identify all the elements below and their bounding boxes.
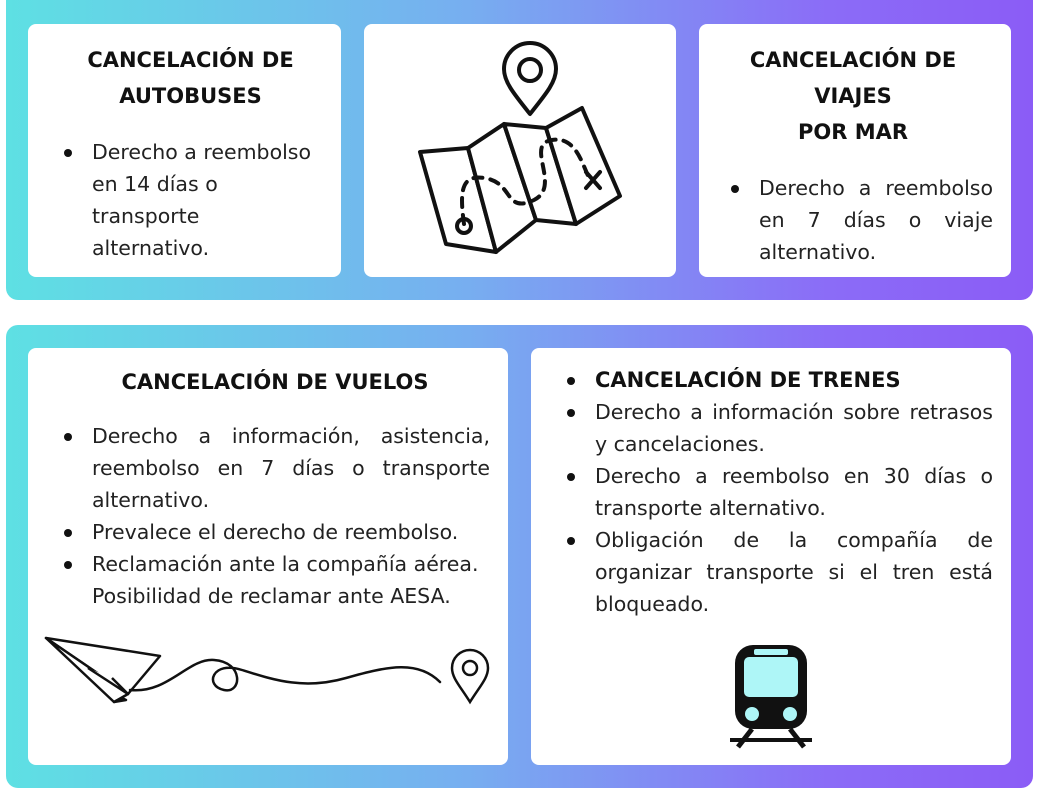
mar-list: [727, 172, 993, 268]
location-pin-icon: [452, 650, 488, 702]
mar-title: [713, 42, 993, 150]
list-item: Derecho a reembolso en 30 días o transporte alternativo.: [563, 460, 993, 524]
vuelos-title: CANCELACIÓN DE VUELOS: [121, 370, 429, 394]
paper-plane-icon: [46, 638, 160, 702]
trenes-title: CANCELACIÓN DE TRENES: [563, 364, 993, 396]
flight-illustration: [28, 630, 508, 740]
list-item: Derecho a reembolso en 7 días o viaje alternativo.: [727, 172, 993, 268]
card-autobuses: [28, 24, 341, 277]
list-item: Derecho a reembolso en 14 días o transporte alternativo.: [60, 136, 320, 264]
mar-title-line1: CANCELACIÓN DE VIAJES: [749, 48, 957, 108]
list-item: Derecho a información sobre retrasos y cancelaciones.: [563, 396, 993, 460]
list-item: Obligación de la compañía de organizar transporte si el tren está bloqueado.: [563, 524, 993, 620]
list-item: Derecho a información, asistencia, reembolso en 7 días o transporte alternativo.: [60, 420, 490, 516]
trenes-list: [563, 364, 993, 620]
map-icon: [364, 24, 676, 277]
card-vuelos: [28, 348, 508, 765]
card-mar: [699, 24, 1011, 277]
card-trenes: [531, 348, 1011, 765]
autobuses-title-line1: CANCELACIÓN DE: [87, 48, 294, 72]
train-icon: [726, 641, 816, 751]
vuelos-list: [60, 420, 490, 612]
autobuses-title-line2: AUTOBUSES: [119, 84, 262, 108]
list-item: Prevalece el derecho de reembolso.: [60, 516, 490, 548]
mar-title-line2: POR MAR: [797, 120, 909, 144]
list-item: Reclamación ante la compañía aérea. Posibilidad de reclamar ante AESA.: [60, 548, 490, 612]
autobuses-list: [60, 136, 320, 264]
autobuses-title: [60, 42, 321, 114]
card-map: [364, 24, 676, 277]
